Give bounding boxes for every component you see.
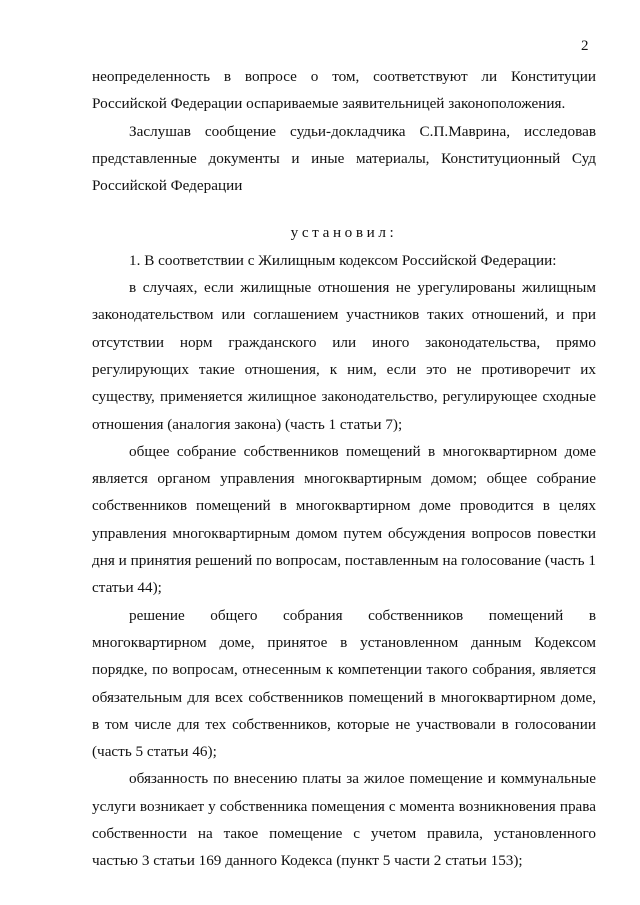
ruling-heading: установил:	[290, 224, 398, 242]
paragraph-general-meeting: общее собрание собственников помещений в многоквартирном доме является органом управления многоквартирным домом; общее собрание собственников помещений в многоквартирном доме проводится в целях управления многоквартирным домом путем обсуждения вопросов повестки дня и принятия решений по вопросам, поставленным на голосование (часть 1 статьи 44);	[92, 442, 596, 597]
page-number: 2	[581, 38, 589, 54]
document-body	[92, 63, 596, 875]
paragraph-meeting-decision: решение общего собрания собственников помещений в многоквартирном доме, принятое в установленном данным Кодексом порядке, по вопросам, отнесенным к компетенции такого собрания, является обязательным для всех собственников помещений в многоквартирном доме, в том числе для тех собственников, которые не участвовали в голосовании (часть 5 статьи 46);	[92, 606, 596, 761]
paragraph-intro-continuation: неопределенность в вопросе о том, соответствуют ли Конституции Российской Федерации оспариваемые заявительницей законоположения.	[92, 68, 596, 113]
paragraph-payment-obligation: обязанность по внесению платы за жилое помещение и коммунальные услуги возникает у собственника помещения с момента возникновения права собственности на такое помещение с учетом правила, установленного частью 3 статьи 169 данного Кодекса (пункт 5 части 2 статьи 153);	[92, 770, 596, 870]
paragraph-analogy-of-law: в случаях, если жилищные отношения не урегулированы жилищным законодательством или соглашением участников таких отношений, и при отсутствии норм гражданского или иного законодательства, прямо регулирующих такие отношения, к ним, если это не противоречит их существу, применяется жилищное законодательство, регулирующее сходные отношения (аналогия закона) (часть 1 статьи 7);	[92, 279, 596, 433]
paragraph-point-1: 1. В соответствии с Жилищным кодексом Российской Федерации:	[129, 251, 557, 269]
paragraph-hearing: Заслушав сообщение судьи-докладчика С.П.Маврина, исследовав представленные документы и иные материалы, Конституционный Суд Российской Федерации	[92, 122, 596, 195]
